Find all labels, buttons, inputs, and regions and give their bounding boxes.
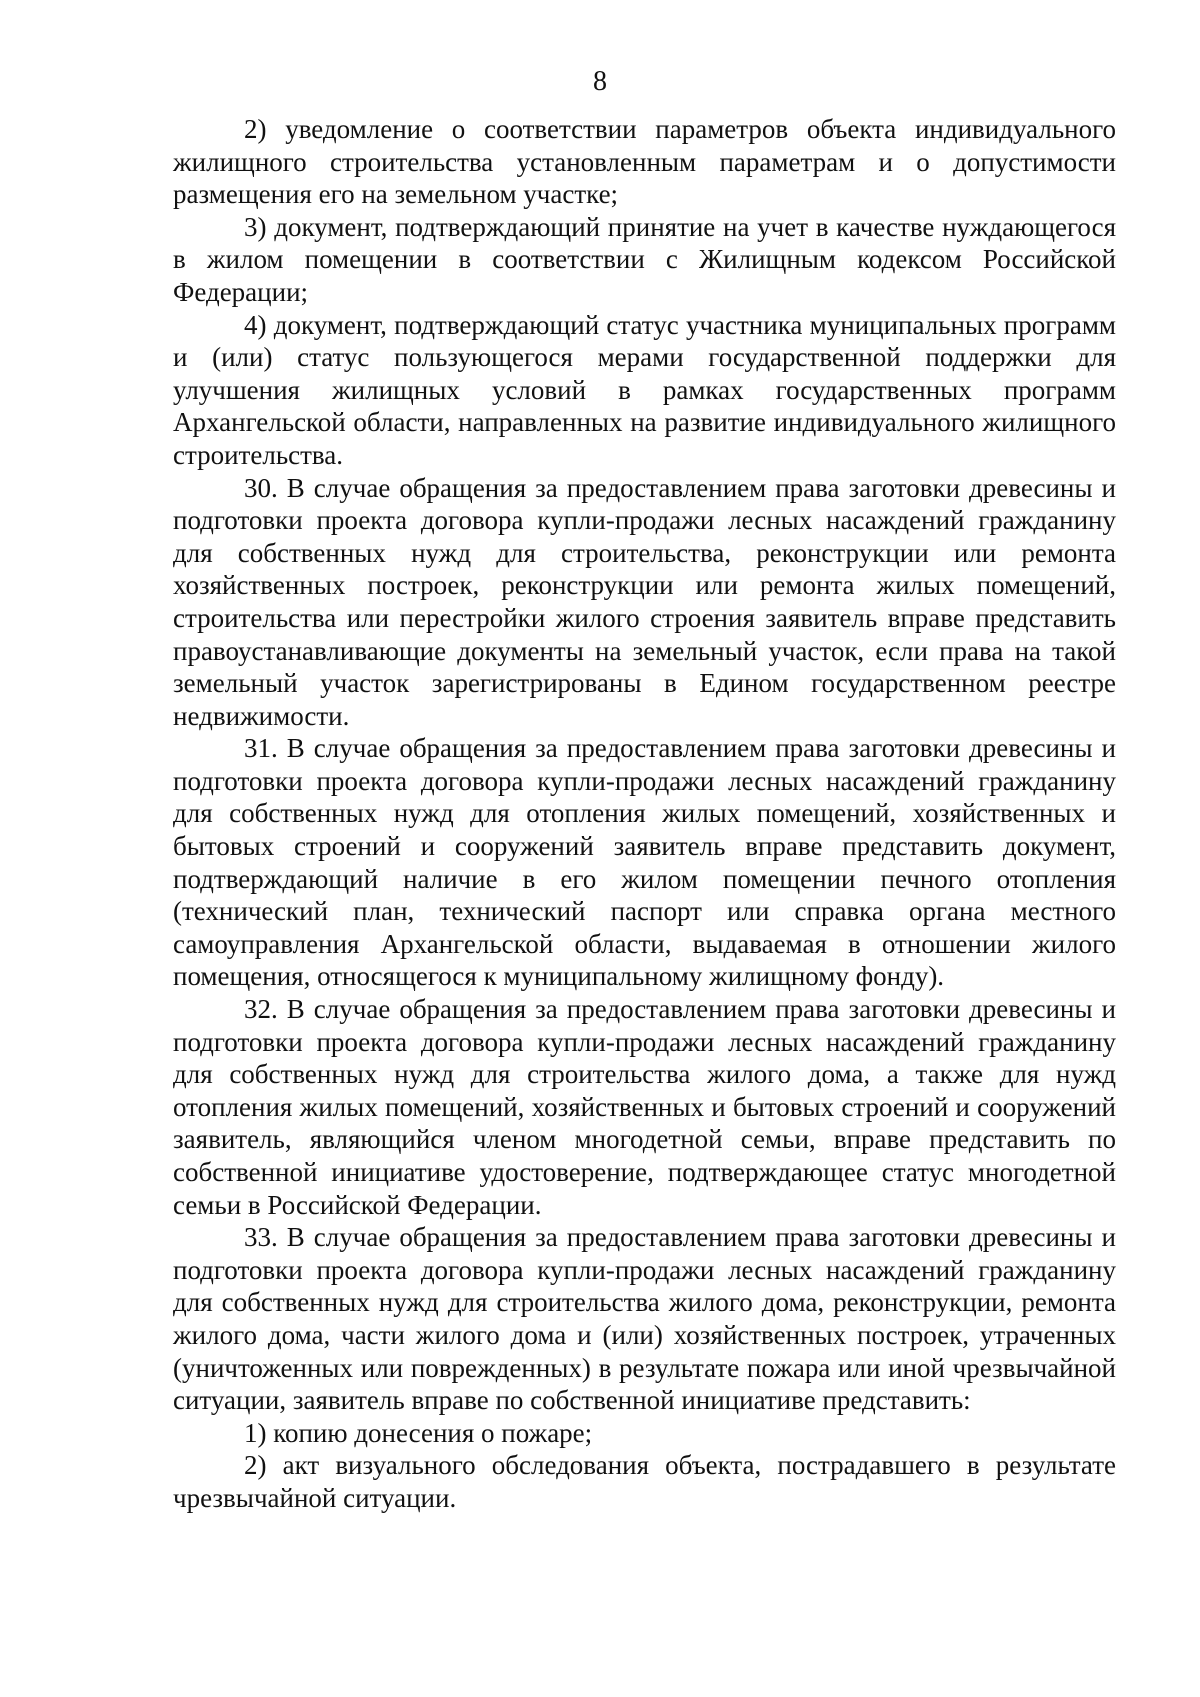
document-body bbox=[173, 113, 1116, 1515]
paragraph-item-2-notification: 2) уведомление о соответствии параметров объекта индивидуального жилищного строительства установленным параметрам и о допустимости размещения его на земельном участке; bbox=[173, 114, 1116, 210]
paragraph-item-4-program-status-document: 4) документ, подтверждающий статус участника муниципальных программ и (или) статус пользующегося мерами государственной поддержки для улучшения жилищных условий в рамках государственных программ Архангельской области, направленных на развитие индивидуального жилищного строительства. bbox=[173, 309, 1116, 470]
paragraph-clause-31: 31. В случае обращения за предоставлением права заготовки древесины и подготовки проекта договора купли-продажи лесных насаждений гражданину для собственных нужд для отопления жилых помещений, хозяйственных и бытовых строений и сооружений заявитель вправе представить документ, подтверждающий наличие в его жилом помещении печного отопления (технический план, технический паспорт или справка органа местного самоуправления Архангельской области, выдаваемая в отношении жилого помещения, относящегося к муниципальному жилищному фонду). bbox=[173, 733, 1116, 992]
paragraph-item-3-registration-document: 3) документ, подтверждающий принятие на учет в качестве нуждающегося в жилом помещении в соответствии с Жилищным кодексом Российской Федерации; bbox=[173, 211, 1116, 307]
page-number: 8 bbox=[593, 66, 607, 97]
paragraph-item-1-fire-report: 1) копию донесения о пожаре; bbox=[244, 1417, 593, 1448]
paragraph-item-2-inspection-act: 2) акт визуального обследования объекта, пострадавшего в результате чрезвычайной ситуации. bbox=[173, 1450, 1116, 1513]
paragraph-clause-32: 32. В случае обращения за предоставлением права заготовки древесины и подготовки проекта договора купли-продажи лесных насаждений гражданину для собственных нужд для строительства жилого дома, а также для нужд отопления жилых помещений, хозяйственных и бытовых строений и сооружений заявитель, являющийся членом многодетной семьи, вправе представить по собственной инициативе удостоверение, подтверждающее статус многодетной семьи в Российской Федерации. bbox=[173, 994, 1116, 1220]
paragraph-clause-30: 30. В случае обращения за предоставлением права заготовки древесины и подготовки проекта договора купли-продажи лесных насаждений гражданину для собственных нужд для строительства, реконструкции или ремонта хозяйственных построек, реконструкции или ремонта жилых помещений, строительства или перестройки жилого строения заявитель вправе представить правоустанавливающие документы на земельный участок, если права на такой земельный участок зарегистрированы в Едином государственном реестре недвижимости. bbox=[173, 472, 1116, 731]
paragraph-clause-33: 33. В случае обращения за предоставлением права заготовки древесины и подготовки проекта договора купли-продажи лесных насаждений гражданину для собственных нужд для строительства жилого дома, реконструкции, ремонта жилого дома, части жилого дома и (или) хозяйственных построек, утраченных (уничтоженных или поврежденных) в результате пожара или иной чрезвычайной ситуации, заявитель вправе по собственной инициативе представить: bbox=[173, 1222, 1116, 1416]
